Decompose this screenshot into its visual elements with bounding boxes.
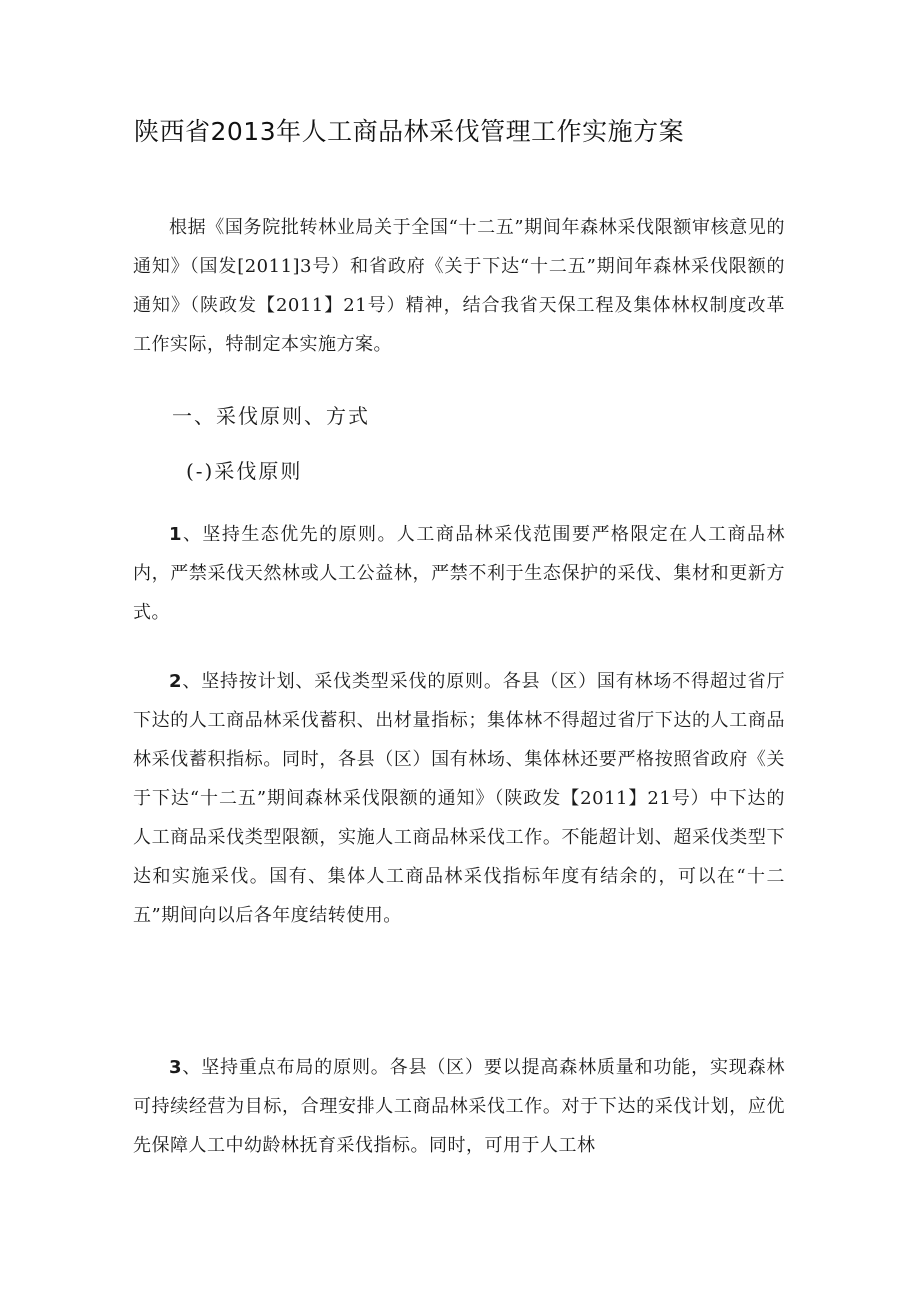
principle-number: 1 (169, 524, 183, 545)
principle-number: 2 (169, 671, 183, 692)
principle-text: 、坚持按计划、采伐类型采伐的原则。各县（区）国有林场不得超过省厅下达的人工商品林采伐蓄积、出材量指标；集体林不得超过省厅下达的人工商品林采伐蓄积指标。同时，各县（区）国有林场、集体林还要严格按照省政府《关于下达“十二五”期间森林采伐限额的通知》（陕政发【2011】21号）中下达的人工商品采伐类型限额，实施人工商品林采伐工作。不能超计划、超采伐类型下达和实施采伐。国有、集体人工商品林采伐指标年度有结余的，可以在“十二五”期间向以后各年度结转使用。 (133, 671, 785, 926)
intro-paragraph: 根据《国务院批转林业局关于全国“十二五”期间年森林采伐限额审核意见的通知》（国发[2011]3号）和省政府《关于下达“十二五”期间年森林采伐限额的通知》（陕政发【2011】21号）精神，结合我省天保工程及集体林权制度改革工作实际，特制定本实施方案。 (133, 217, 785, 355)
principle-text: 、坚持重点布局的原则。各县（区）要以提高森林质量和功能，实现森林可持续经营为目标，合理安排人工商品林采伐工作。对于下达的采伐计划，应优先保障人工中幼龄林抚育采伐指标。同时，可用于人工林 (133, 1057, 785, 1156)
document-title: 陕西省2013年人工商品林采伐管理工作实施方案 (134, 117, 685, 146)
principle-paragraph (133, 515, 785, 632)
principle-text: 、坚持生态优先的原则。人工商品林采伐范围要严格限定在人工商品林内，严禁采伐天然林或人工公益林，严禁不利于生态保护的采伐、集材和更新方式。 (133, 524, 785, 623)
principle-paragraph (133, 1048, 785, 1165)
principle-paragraph (133, 662, 785, 935)
principle-number: 3 (169, 1057, 183, 1078)
subsection-heading: (-)采伐原则 (186, 459, 303, 483)
section-heading: 一、采伐原则、方式 (172, 404, 370, 428)
